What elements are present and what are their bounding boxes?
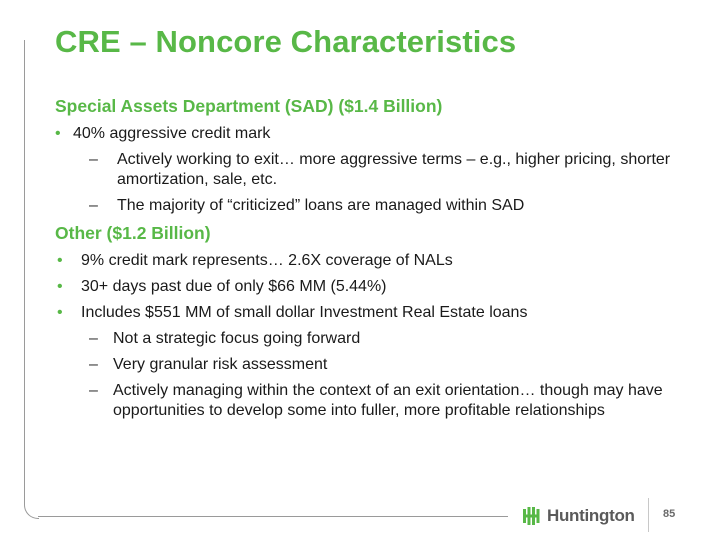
section-heading-other: Other ($1.2 Billion) — [55, 223, 211, 243]
sub-bullet-dash: – — [89, 382, 98, 399]
page-number: 85 — [663, 508, 676, 520]
sub-bullet-text: The majority of “criticized” loans are managed within SAD — [117, 197, 525, 214]
sub-bullet-dash: – — [89, 356, 98, 373]
bullet-dot: • — [55, 125, 61, 142]
sub-bullet-text: Very granular risk assessment — [113, 356, 328, 373]
section-heading-sad: Special Assets Department (SAD) ($1.4 Billion) — [55, 96, 443, 116]
sub-bullet-item — [55, 381, 705, 421]
huntington-logo-icon — [522, 506, 542, 526]
bullet-item — [55, 303, 705, 323]
bullet-item — [55, 277, 705, 297]
bullet-item — [55, 124, 705, 144]
sub-bullet-item — [55, 329, 705, 349]
huntington-logo-text: Huntington — [547, 506, 635, 525]
bullet-dot: • — [57, 252, 63, 269]
bullet-text: 30+ days past due of only $66 MM (5.44%) — [81, 278, 387, 295]
sub-bullet-item — [55, 355, 705, 375]
slide-title: CRE – Noncore Characteristics — [55, 24, 517, 59]
huntington-logo — [522, 504, 635, 528]
bullet-text: 9% credit mark represents… 2.6X coverage of NALs — [81, 252, 453, 269]
bullet-dot: • — [57, 304, 63, 321]
sub-bullet-text: Actively managing within the context of an exit orientation… though may have opportunities to develop some into fuller, more profitable relationships — [113, 382, 663, 419]
bullet-item — [55, 251, 705, 271]
sub-bullet-text: Actively working to exit… more aggressive terms – e.g., higher pricing, shorter amortization, sale, etc. — [117, 151, 671, 188]
bullet-text: 40% aggressive credit mark — [73, 125, 271, 142]
slide-content — [55, 94, 705, 421]
sub-bullet-text: Not a strategic focus going forward — [113, 330, 361, 347]
sub-bullet-dash: – — [89, 151, 98, 168]
sub-bullet-item — [55, 196, 705, 216]
slide-frame-bottom — [38, 516, 508, 517]
footer-divider — [648, 498, 649, 532]
sub-bullet-dash: – — [89, 197, 98, 214]
slide-frame-left — [24, 40, 39, 519]
sub-bullet-item — [55, 150, 705, 190]
sub-bullet-dash: – — [89, 330, 98, 347]
bullet-dot: • — [57, 278, 63, 295]
bullet-text: Includes $551 MM of small dollar Investment Real Estate loans — [81, 304, 528, 321]
